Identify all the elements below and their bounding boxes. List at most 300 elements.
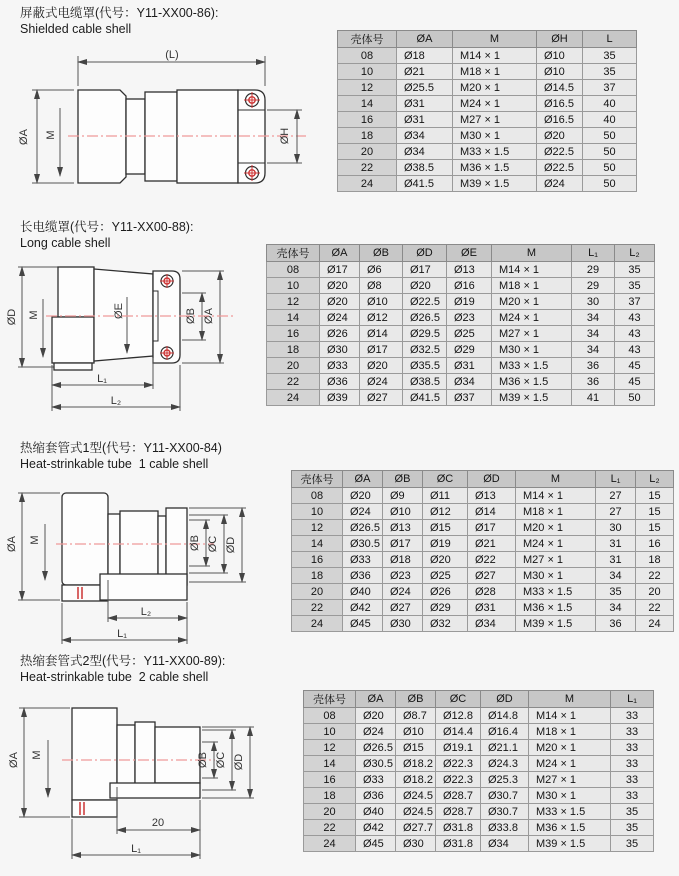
spec-value-cell: 50 xyxy=(583,176,637,192)
spec-value-cell: Ø10 xyxy=(360,294,403,310)
spec-value-cell: Ø24 xyxy=(356,724,396,740)
spec-value-cell: Ø29 xyxy=(423,600,468,616)
spec-value-cell: 40 xyxy=(583,112,637,128)
table-row xyxy=(338,64,637,80)
spec-value-cell: Ø8 xyxy=(360,278,403,294)
spec-value-cell: Ø25 xyxy=(447,326,492,342)
spec-value-cell: 33 xyxy=(611,756,654,772)
spec-value-cell: Ø26.5 xyxy=(343,520,383,536)
spec-value-cell: Ø10 xyxy=(396,724,436,740)
table-row xyxy=(292,584,674,600)
heat-shrink-tube1-drawing xyxy=(6,478,255,650)
spec-value-cell: Ø21.1 xyxy=(481,740,529,756)
spec-value-cell: Ø24 xyxy=(537,176,583,192)
section-title-en: Heat-strinkable tube 2 cable shell xyxy=(20,670,209,684)
shell-number-cell: 08 xyxy=(292,488,343,504)
spec-value-cell: Ø31.8 xyxy=(436,836,481,852)
spec-value-cell: 15 xyxy=(636,504,674,520)
dim-label-B: ØB xyxy=(189,535,201,551)
dim-label-L1: L₁ xyxy=(117,628,127,640)
shell-number-cell: 10 xyxy=(304,724,356,740)
spec-value-cell: Ø26 xyxy=(320,326,360,342)
column-header: 壳体号 xyxy=(304,691,356,708)
spec-value-cell: Ø33 xyxy=(343,552,383,568)
spec-value-cell: M27 × 1 xyxy=(492,326,572,342)
spec-value-cell: Ø12 xyxy=(360,310,403,326)
column-header: L₁ xyxy=(572,245,615,262)
dim-label-A: ØA xyxy=(203,308,215,324)
spec-value-cell: Ø32.5 xyxy=(403,342,447,358)
spec-value-cell: M24 × 1 xyxy=(453,96,537,112)
column-header: M xyxy=(453,31,537,48)
spec-value-cell: 20 xyxy=(636,584,674,600)
dim-label-M: M xyxy=(45,130,57,140)
spec-value-cell: 34 xyxy=(572,326,615,342)
dim-label-M: M xyxy=(31,750,43,760)
table-row xyxy=(338,96,637,112)
spec-value-cell: Ø24 xyxy=(383,584,423,600)
spec-value-cell: 29 xyxy=(572,278,615,294)
table-row xyxy=(304,772,654,788)
shell-number-cell: 10 xyxy=(338,64,397,80)
column-header: ØB xyxy=(360,245,403,262)
table-row xyxy=(338,128,637,144)
spec-value-cell: Ø14.4 xyxy=(436,724,481,740)
shell-number-cell: 10 xyxy=(267,278,320,294)
spec-value-cell: Ø26 xyxy=(423,584,468,600)
spec-value-cell: Ø20 xyxy=(423,552,468,568)
section-title-tube1 xyxy=(20,440,222,472)
table-row xyxy=(304,708,654,724)
shell-number-cell: 18 xyxy=(304,788,356,804)
table-row xyxy=(292,504,674,520)
section-title-long xyxy=(20,219,193,251)
table-row xyxy=(304,788,654,804)
spec-value-cell: 24 xyxy=(636,616,674,632)
heat-shrink-tube2-spec-table xyxy=(303,690,654,852)
dim-label-L1: L₁ xyxy=(97,373,107,385)
table-row xyxy=(292,616,674,632)
spec-value-cell: Ø21 xyxy=(468,536,516,552)
spec-value-cell: 34 xyxy=(596,568,636,584)
section-title-en: Shielded cable shell xyxy=(20,22,132,36)
spec-value-cell: Ø33.8 xyxy=(481,820,529,836)
spec-value-cell: Ø39 xyxy=(320,390,360,406)
spec-value-cell: 35 xyxy=(583,48,637,64)
spec-value-cell: Ø28.7 xyxy=(436,788,481,804)
dim-label-A: ØA xyxy=(8,752,20,768)
spec-value-cell: Ø20 xyxy=(360,358,403,374)
dim-label-D: ØD xyxy=(233,753,245,771)
spec-value-cell: Ø14.8 xyxy=(481,708,529,724)
column-header: ØH xyxy=(537,31,583,48)
spec-value-cell: Ø27 xyxy=(468,568,516,584)
shell-number-cell: 22 xyxy=(292,600,343,616)
spec-value-cell: 35 xyxy=(596,584,636,600)
column-header: M xyxy=(516,471,596,488)
spec-value-cell: Ø20 xyxy=(320,278,360,294)
spec-value-cell: M36 × 1.5 xyxy=(529,820,611,836)
section-title-tube2 xyxy=(20,653,225,685)
spec-value-cell: Ø12 xyxy=(423,504,468,520)
spec-value-cell: M20 × 1 xyxy=(516,520,596,536)
spec-value-cell: Ø34 xyxy=(397,144,453,160)
spec-value-cell: 43 xyxy=(615,326,655,342)
shell-number-cell: 20 xyxy=(304,804,356,820)
spec-value-cell: Ø14.5 xyxy=(537,80,583,96)
spec-value-cell: M30 × 1 xyxy=(516,568,596,584)
spec-value-cell: 43 xyxy=(615,342,655,358)
dim-label-A: ØA xyxy=(18,129,30,145)
spec-value-cell: Ø13 xyxy=(468,488,516,504)
table-row xyxy=(338,144,637,160)
spec-value-cell: M14 × 1 xyxy=(492,262,572,278)
column-header: L₂ xyxy=(636,471,674,488)
column-header: M xyxy=(492,245,572,262)
spec-value-cell: M27 × 1 xyxy=(453,112,537,128)
spec-value-cell: Ø36 xyxy=(320,374,360,390)
spec-value-cell: Ø16 xyxy=(447,278,492,294)
spec-value-cell: 41 xyxy=(572,390,615,406)
spec-value-cell: M36 × 1.5 xyxy=(492,374,572,390)
spec-value-cell: M20 × 1 xyxy=(529,740,611,756)
spec-value-cell: M36 × 1.5 xyxy=(453,160,537,176)
spec-value-cell: Ø27.7 xyxy=(396,820,436,836)
spec-value-cell: Ø13 xyxy=(447,262,492,278)
spec-value-cell: M18 × 1 xyxy=(492,278,572,294)
shell-number-cell: 12 xyxy=(292,520,343,536)
spec-value-cell: 30 xyxy=(572,294,615,310)
column-header: ØB xyxy=(383,471,423,488)
column-header: ØB xyxy=(396,691,436,708)
spec-value-cell: 22 xyxy=(636,600,674,616)
table-row xyxy=(292,600,674,616)
shell-number-cell: 14 xyxy=(304,756,356,772)
spec-value-cell: M39 × 1.5 xyxy=(529,836,611,852)
spec-value-cell: Ø18 xyxy=(397,48,453,64)
spec-value-cell: M24 × 1 xyxy=(516,536,596,552)
spec-value-cell: Ø31 xyxy=(397,112,453,128)
spec-value-cell: 33 xyxy=(611,740,654,756)
dim-label-C: ØC xyxy=(215,751,227,769)
spec-value-cell: M33 × 1.5 xyxy=(492,358,572,374)
spec-value-cell: M30 × 1 xyxy=(492,342,572,358)
spec-value-cell: Ø25.5 xyxy=(397,80,453,96)
spec-value-cell: 31 xyxy=(596,552,636,568)
heat-shrink-tube2-drawing xyxy=(10,695,260,873)
spec-value-cell: Ø42 xyxy=(356,820,396,836)
header-row xyxy=(338,31,637,48)
shell-number-cell: 24 xyxy=(267,390,320,406)
spec-value-cell: M36 × 1.5 xyxy=(516,600,596,616)
spec-value-cell: Ø17 xyxy=(383,536,423,552)
spec-value-cell: Ø28 xyxy=(468,584,516,600)
shell-number-cell: 14 xyxy=(338,96,397,112)
dim-label-D: ØD xyxy=(225,536,237,554)
shell-number-cell: 20 xyxy=(338,144,397,160)
long-shell-spec-table xyxy=(266,244,655,406)
spec-value-cell: Ø8.7 xyxy=(396,708,436,724)
dim-label-20: 20 xyxy=(151,817,165,829)
shell-number-cell: 08 xyxy=(338,48,397,64)
dim-label-L2: L₂ xyxy=(110,395,122,407)
spec-value-cell: M27 × 1 xyxy=(529,772,611,788)
column-header: ØA xyxy=(343,471,383,488)
spec-value-cell: Ø15 xyxy=(396,740,436,756)
table-row xyxy=(292,488,674,504)
column-header: ØA xyxy=(397,31,453,48)
spec-value-cell: Ø23 xyxy=(447,310,492,326)
spec-value-cell: M14 × 1 xyxy=(529,708,611,724)
table-row xyxy=(267,310,655,326)
spec-value-cell: M18 × 1 xyxy=(516,504,596,520)
table-row xyxy=(338,160,637,176)
spec-value-cell: 35 xyxy=(615,278,655,294)
spec-value-cell: Ø31 xyxy=(447,358,492,374)
spec-value-cell: M30 × 1 xyxy=(529,788,611,804)
spec-value-cell: M14 × 1 xyxy=(453,48,537,64)
spec-value-cell: M14 × 1 xyxy=(516,488,596,504)
column-header: L₂ xyxy=(615,245,655,262)
spec-value-cell: Ø24.3 xyxy=(481,756,529,772)
spec-value-cell: Ø31.8 xyxy=(436,820,481,836)
spec-value-cell: Ø40 xyxy=(343,584,383,600)
spec-value-cell: Ø34 xyxy=(447,374,492,390)
spec-value-cell: Ø20 xyxy=(343,488,383,504)
shell-number-cell: 14 xyxy=(292,536,343,552)
spec-value-cell: Ø29.5 xyxy=(403,326,447,342)
table-row xyxy=(267,326,655,342)
spec-value-cell: 50 xyxy=(615,390,655,406)
spec-value-cell: Ø33 xyxy=(320,358,360,374)
spec-value-cell: Ø36 xyxy=(356,788,396,804)
spec-value-cell: Ø29 xyxy=(447,342,492,358)
spec-value-cell: Ø25 xyxy=(423,568,468,584)
spec-value-cell: 40 xyxy=(583,96,637,112)
dim-label-E: ØE xyxy=(113,303,125,319)
table-row xyxy=(267,342,655,358)
shell-number-cell: 18 xyxy=(292,568,343,584)
spec-value-cell: Ø30.7 xyxy=(481,788,529,804)
section-title-zh: 热缩套管式1型(代号：Y11-XX00-84) xyxy=(20,441,222,455)
spec-value-cell: Ø17 xyxy=(320,262,360,278)
spec-value-cell: M39 × 1.5 xyxy=(516,616,596,632)
dim-label-C: ØC xyxy=(207,535,219,553)
shell-number-cell: 20 xyxy=(292,584,343,600)
spec-value-cell: Ø20 xyxy=(356,708,396,724)
spec-value-cell: 29 xyxy=(572,262,615,278)
column-header: ØD xyxy=(468,471,516,488)
table-row xyxy=(267,294,655,310)
spec-value-cell: Ø14 xyxy=(360,326,403,342)
spec-value-cell: Ø24 xyxy=(320,310,360,326)
spec-value-cell: Ø22.3 xyxy=(436,756,481,772)
spec-value-cell: 34 xyxy=(596,600,636,616)
spec-value-cell: 33 xyxy=(611,724,654,740)
table-row xyxy=(304,724,654,740)
shell-number-cell: 12 xyxy=(267,294,320,310)
spec-value-cell: 15 xyxy=(636,488,674,504)
spec-value-cell: Ø27 xyxy=(383,600,423,616)
spec-value-cell: Ø26.5 xyxy=(403,310,447,326)
spec-value-cell: 50 xyxy=(583,144,637,160)
spec-value-cell: M33 × 1.5 xyxy=(529,804,611,820)
spec-value-cell: Ø18 xyxy=(383,552,423,568)
spec-value-cell: Ø30 xyxy=(396,836,436,852)
spec-value-cell: Ø10 xyxy=(537,64,583,80)
shell-number-cell: 18 xyxy=(338,128,397,144)
spec-value-cell: Ø42 xyxy=(343,600,383,616)
shell-number-cell: 22 xyxy=(267,374,320,390)
spec-value-cell: 45 xyxy=(615,374,655,390)
spec-value-cell: 18 xyxy=(636,552,674,568)
spec-value-cell: Ø30.5 xyxy=(343,536,383,552)
shell-number-cell: 18 xyxy=(267,342,320,358)
column-header: L₁ xyxy=(611,691,654,708)
spec-value-cell: Ø32 xyxy=(423,616,468,632)
long-shell-drawing xyxy=(6,255,250,420)
column-header: ØA xyxy=(320,245,360,262)
column-header: ØC xyxy=(423,471,468,488)
spec-value-cell: 36 xyxy=(572,374,615,390)
column-header: 壳体号 xyxy=(292,471,343,488)
heat-shrink-tube1-spec-table xyxy=(291,470,674,632)
dim-label-M: M xyxy=(29,535,41,545)
spec-value-cell: M18 × 1 xyxy=(529,724,611,740)
spec-value-cell: Ø28.7 xyxy=(436,804,481,820)
spec-value-cell: Ø16.5 xyxy=(537,112,583,128)
spec-value-cell: Ø24.5 xyxy=(396,804,436,820)
shell-number-cell: 20 xyxy=(267,358,320,374)
table-row xyxy=(338,48,637,64)
spec-value-cell: 35 xyxy=(583,64,637,80)
column-header: ØE xyxy=(447,245,492,262)
dim-label-L2: L₂ xyxy=(140,606,152,618)
spec-value-cell: 45 xyxy=(615,358,655,374)
spec-value-cell: Ø19 xyxy=(423,536,468,552)
spec-value-cell: Ø41.5 xyxy=(397,176,453,192)
section-title-zh: 长电缆罩(代号：Y11-XX00-88): xyxy=(20,220,194,234)
spec-value-cell: Ø17 xyxy=(360,342,403,358)
column-header: L₁ xyxy=(596,471,636,488)
spec-value-cell: Ø45 xyxy=(356,836,396,852)
spec-value-cell: M18 × 1 xyxy=(453,64,537,80)
dim-label-A: ØA xyxy=(6,536,18,552)
table-row xyxy=(304,836,654,852)
spec-value-cell: Ø34 xyxy=(481,836,529,852)
spec-value-cell: Ø17 xyxy=(403,262,447,278)
shell-number-cell: 16 xyxy=(338,112,397,128)
section-title-zh: 屏蔽式电缆罩(代号：Y11-XX00-86): xyxy=(20,6,219,20)
section-title-en: Long cable shell xyxy=(20,236,111,250)
spec-value-cell: M20 × 1 xyxy=(492,294,572,310)
spec-value-cell: 36 xyxy=(596,616,636,632)
shell-number-cell: 24 xyxy=(304,836,356,852)
spec-value-cell: Ø15 xyxy=(423,520,468,536)
spec-value-cell: Ø10 xyxy=(537,48,583,64)
spec-value-cell: 36 xyxy=(572,358,615,374)
spec-value-cell: 31 xyxy=(596,536,636,552)
shell-number-cell: 22 xyxy=(304,820,356,836)
column-header: ØA xyxy=(356,691,396,708)
spec-value-cell: 35 xyxy=(615,262,655,278)
column-header: 壳体号 xyxy=(338,31,397,48)
spec-value-cell: Ø20 xyxy=(320,294,360,310)
spec-value-cell: Ø12.8 xyxy=(436,708,481,724)
spec-value-cell: Ø24.5 xyxy=(396,788,436,804)
spec-value-cell: 27 xyxy=(596,504,636,520)
spec-value-cell: Ø30.7 xyxy=(481,804,529,820)
table-row xyxy=(292,520,674,536)
dim-label-L: (L) xyxy=(165,49,179,61)
table-row xyxy=(304,820,654,836)
spec-value-cell: M39 × 1.5 xyxy=(453,176,537,192)
spec-value-cell: 22 xyxy=(636,568,674,584)
spec-value-cell: Ø19.1 xyxy=(436,740,481,756)
spec-value-cell: M30 × 1 xyxy=(453,128,537,144)
spec-value-cell: Ø34 xyxy=(468,616,516,632)
spec-value-cell: 33 xyxy=(611,708,654,724)
dim-label-D: ØD xyxy=(6,308,18,326)
table-row xyxy=(304,756,654,772)
shell-number-cell: 22 xyxy=(338,160,397,176)
shielded-shell-spec-table xyxy=(337,30,637,192)
spec-value-cell: 50 xyxy=(583,160,637,176)
spec-value-cell: 30 xyxy=(596,520,636,536)
spec-value-cell: Ø16.5 xyxy=(537,96,583,112)
spec-value-cell: Ø22.5 xyxy=(537,144,583,160)
spec-value-cell: Ø35.5 xyxy=(403,358,447,374)
spec-value-cell: 34 xyxy=(572,310,615,326)
spec-value-cell: Ø11 xyxy=(423,488,468,504)
spec-value-cell: Ø45 xyxy=(343,616,383,632)
spec-value-cell: 37 xyxy=(615,294,655,310)
spec-value-cell: 15 xyxy=(636,520,674,536)
table-row xyxy=(292,552,674,568)
spec-value-cell: Ø19 xyxy=(447,294,492,310)
spec-value-cell: Ø22.5 xyxy=(537,160,583,176)
table-row xyxy=(267,262,655,278)
column-header: ØC xyxy=(436,691,481,708)
spec-value-cell: Ø31 xyxy=(397,96,453,112)
header-row xyxy=(292,471,674,488)
spec-value-cell: Ø36 xyxy=(343,568,383,584)
dim-label-M: M xyxy=(28,310,40,320)
spec-value-cell: 35 xyxy=(611,820,654,836)
spec-value-cell: Ø40 xyxy=(356,804,396,820)
spec-value-cell: Ø25.3 xyxy=(481,772,529,788)
spec-value-cell: Ø38.5 xyxy=(397,160,453,176)
spec-value-cell: Ø41.5 xyxy=(403,390,447,406)
spec-value-cell: Ø10 xyxy=(383,504,423,520)
shell-number-cell: 12 xyxy=(338,80,397,96)
spec-value-cell: Ø20 xyxy=(403,278,447,294)
table-row xyxy=(292,568,674,584)
spec-value-cell: Ø14 xyxy=(468,504,516,520)
spec-value-cell: M33 × 1.5 xyxy=(453,144,537,160)
spec-value-cell: M33 × 1.5 xyxy=(516,584,596,600)
spec-value-cell: Ø22 xyxy=(468,552,516,568)
shell-number-cell: 10 xyxy=(292,504,343,520)
shell-number-cell: 24 xyxy=(292,616,343,632)
spec-value-cell: Ø27 xyxy=(360,390,403,406)
spec-value-cell: 37 xyxy=(583,80,637,96)
header-row xyxy=(267,245,655,262)
spec-value-cell: M39 × 1.5 xyxy=(492,390,572,406)
shielded-shell-drawing xyxy=(10,48,322,208)
spec-value-cell: Ø22.3 xyxy=(436,772,481,788)
table-row xyxy=(338,176,637,192)
